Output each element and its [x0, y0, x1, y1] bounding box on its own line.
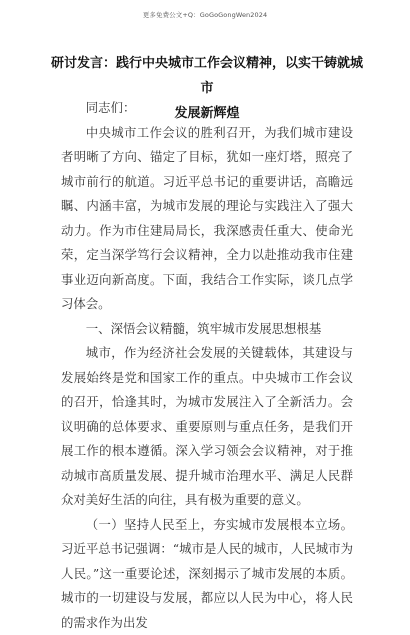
section-heading-1: 一、深悟会议精髓，筑牢城市发展思想根基 — [61, 317, 353, 342]
paragraph-section-1: 城市，作为经济社会发展的关键载体，其建设与发展始终是党和国家工作的重点。中央城市工作会议的召开，恰逢其时，为城市发展注入了全新活力。会议明确的总体要求、重要原则与重点任务，是我们开展工作的根本遵循。深入学习领会会议精神，对于推动城市高质量发展、提升城市治理水平、满足人民群众对美好生活的向往，具有极为重要的意义。 — [61, 341, 353, 513]
greeting: 同志们： — [61, 96, 353, 121]
paragraph-subsection-1: （一）坚持人民至上，夯实城市发展根本立场。习近平总书记强调：“城市是人民的城市，人民城市为人民。”这一重要论述，深刻揭示了城市发展的本质。城市的一切建设与发展，都应以人民为中心，将人民的需求作为出发 — [61, 513, 353, 635]
header-note: 更多免费公文+Q：GoGoGongWen2024 — [0, 10, 410, 19]
title-line-2: 发展新辉煌 — [50, 101, 364, 126]
paragraph-intro: 中央城市工作会议的胜利召开，为我们城市建设者明晰了方向、锚定了目标，犹如一座灯塔，照亮了城市前行的航道。习近平总书记的重要讲话，高瞻远瞩、内涵丰富，为城市发展的理论与实践注入了强大动力。作为市住建局局长，我深感责任重大、使命光荣，定当深学笃行会议精神，全力以赴推动我市住建事业迈向新高度。下面，我结合工作实际，谈几点学习体会。 — [61, 121, 353, 317]
document-body — [61, 96, 353, 635]
title-line-1: 研讨发言：践行中央城市工作会议精神，以实干铸就城市 — [50, 51, 364, 101]
